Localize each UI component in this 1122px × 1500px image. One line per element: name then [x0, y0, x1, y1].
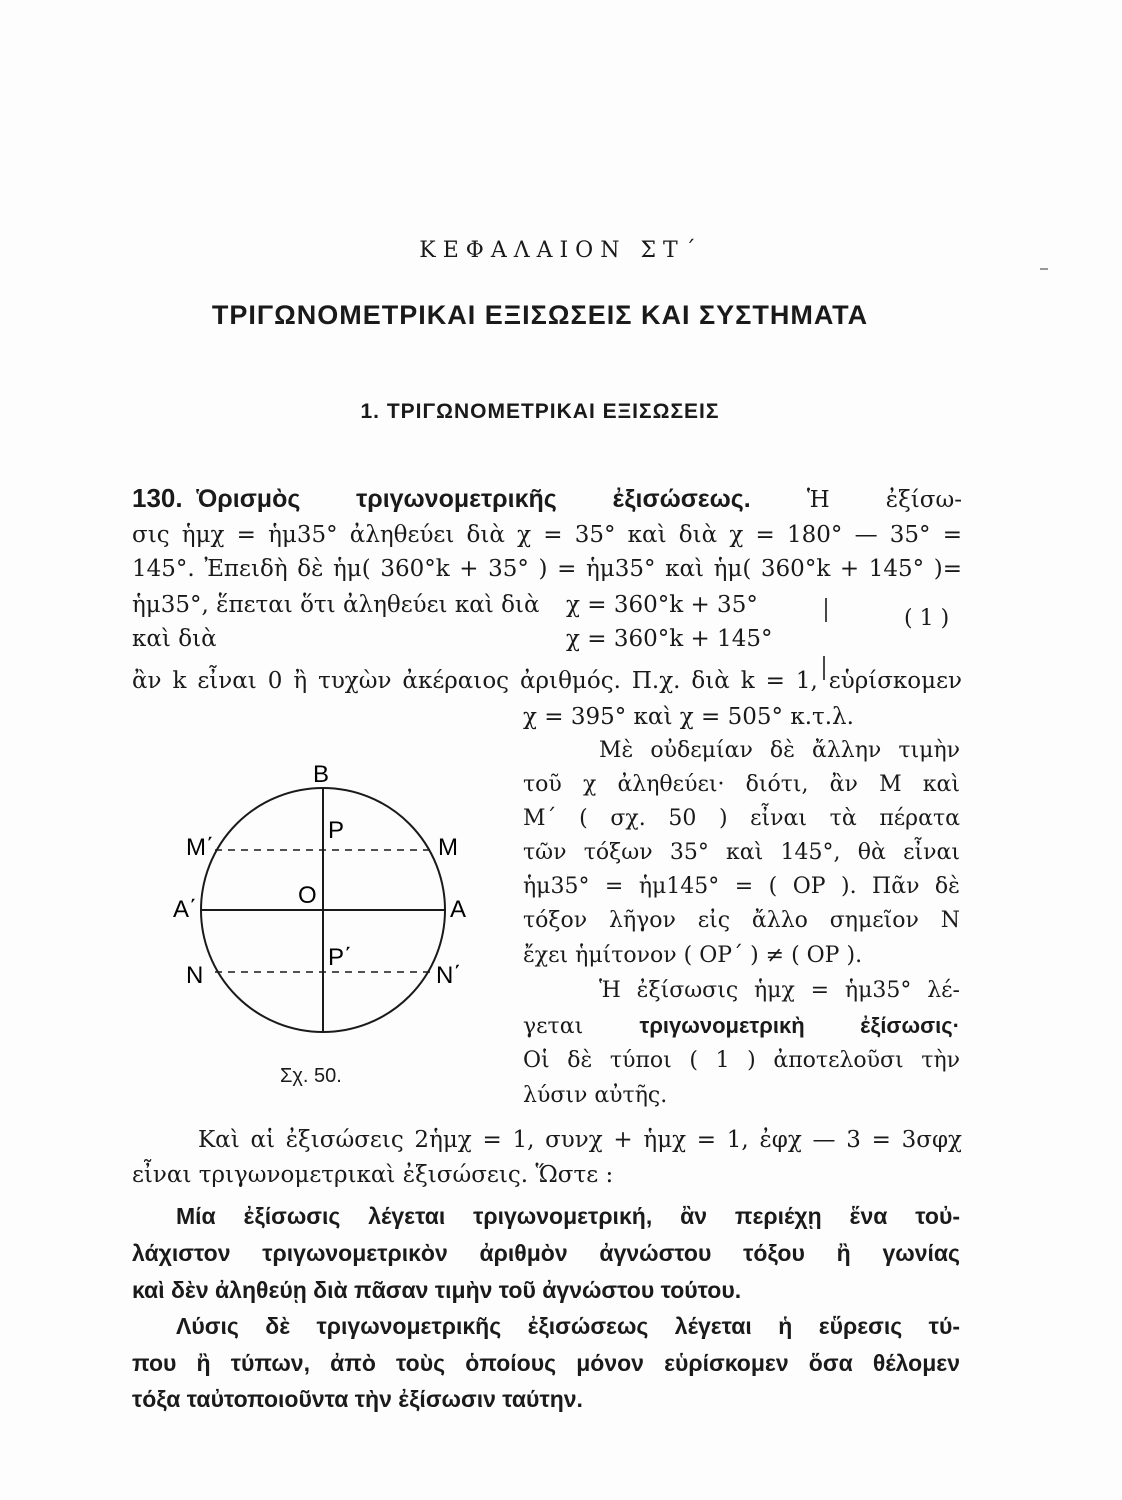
paragraph-text: καὶ διὰ: [132, 626, 217, 652]
paragraph-text: ἔχει ἡμίτονον ( ΟΡ΄ ) ≠ ( ΟΡ ).: [523, 943, 863, 968]
paragraph-text-with-term: [523, 1013, 960, 1039]
paragraph-text: 145°. Ἐπειδὴ δὲ ἡμ( 360°k + 35° ) = ἡμ35° καὶ ἡμ( 360°k + 145° )=: [132, 556, 962, 582]
paragraph-text: Μὲ οὐδεμίαν δὲ ἄλλην τιμὴν: [599, 738, 960, 763]
paragraph-text: εἶναι τριγωνομετρικαὶ ἐξισώσεις. Ὥστε :: [132, 1162, 614, 1188]
label-M: M: [438, 834, 458, 861]
paragraph-text: γεται: [523, 1014, 584, 1039]
chapter-title: ΤΡΙΓΩΝΟΜΕΤΡΙΚΑΙ ΕΞΙΣΩΣΕΙΣ ΚΑΙ ΣΥΣΤΗΜΑΤΑ: [211, 300, 869, 330]
section-title: 1. ΤΡΙΓΩΝΟΜΕΤΡΙΚΑΙ ΕΞΙΣΩΣΕΙΣ: [360, 400, 720, 423]
figure-unit-circle: [170, 755, 500, 1060]
paragraph-text: Οἱ δὲ τύποι ( 1 ) ἀποτελοῦσι τὴν: [523, 1048, 960, 1073]
definition-text: που ἢ τύπων, ἀπὸ τοὺς ὁποίους μόνον εὑρίσκομεν ὅσα θέλομεν: [132, 1350, 960, 1376]
label-N-prime: N΄: [436, 962, 462, 989]
paragraph-text: Ἡ ἐξίσω-: [806, 487, 963, 513]
equation-number: ( 1 ): [904, 606, 950, 631]
paragraph-text: Καὶ αἱ ἐξισώσεις 2ἡμχ = 1, συνχ + ἡμχ = 1, ἐφχ — 3 = 3σφχ: [198, 1127, 962, 1153]
equation: χ = 360°k + 35°: [566, 592, 758, 618]
definition-text: τόξα ταὐτοποιοῦντα τὴν ἐξίσωσιν ταύτην.: [132, 1386, 583, 1412]
paragraph-text: λύσιν αὐτῆς.: [523, 1083, 668, 1108]
paragraph-heading: Ὁρισμὸς τριγωνομετρικῆς ἐξισώσεως.: [196, 485, 751, 513]
scan-mark: [1040, 268, 1048, 270]
label-A-prime: A΄: [173, 896, 197, 923]
paragraph-text: σις ἡμχ = ἡμ35° ἀληθεύει διὰ χ = 35° καὶ διὰ χ = 180° — 35° =: [132, 522, 962, 548]
paragraph-text: τόξον λῆγον εἰς ἄλλο σημεῖον Ν: [523, 908, 960, 933]
paragraph-number: 130.: [132, 483, 183, 513]
paragraph-text: ἂν k εἶναι 0 ἢ τυχὼν ἀκέραιος ἀριθμός. Π.χ. διὰ k = 1, εὑρίσκομεν: [132, 668, 962, 694]
definition-text: λάχιστον τριγωνομετρικὸν ἀριθμὸν ἀγνώστου τόξου ἢ γωνίας: [132, 1240, 960, 1266]
paragraph-text: Ἡ ἐξίσωσις ἡμχ = ἡμ35° λέ-: [599, 978, 960, 1003]
label-P: P: [328, 817, 345, 844]
definition-text: Μία ἐξίσωσις λέγεται τριγωνομετρική, ἂν περιέχῃ ἕνα τοὐ-: [176, 1203, 960, 1229]
paragraph-heading-line: [132, 483, 962, 514]
paragraph-text: τῶν τόξων 35° καὶ 145°, θὰ εἶναι: [523, 840, 960, 865]
label-N: N: [186, 962, 204, 989]
label-A: A: [450, 896, 467, 923]
label-P-prime: P΄: [328, 944, 352, 971]
defined-term: τριγωνομετρικὴ ἐξίσωσις·: [639, 1013, 960, 1038]
definition-text: Λύσις δὲ τριγωνομετρικῆς ἐξισώσεως λέγεται ἡ εὕρεσις τύ-: [176, 1313, 960, 1339]
label-M-prime: M΄: [186, 834, 214, 861]
paragraph-text: Μ΄ ( σχ. 50 ) εἶναι τὰ πέρατα: [523, 806, 960, 831]
figure-caption: Σχ. 50.: [280, 1065, 342, 1087]
label-B: B: [313, 761, 330, 788]
label-O: O: [298, 882, 317, 909]
chapter-heading: ΚΕΦΑΛΑΙΟΝ ΣΤ΄: [419, 238, 703, 263]
definition-text: καὶ δὲν ἀληθεύῃ διὰ πᾶσαν τιμὴν τοῦ ἀγνώστου τούτου.: [132, 1277, 742, 1303]
paragraph-text: ἡμ35°, ἕπεται ὅτι ἀληθεύει καὶ διὰ: [132, 592, 540, 618]
paragraph-text: ἡμ35° = ἡμ145° = ( ΟΡ ). Πᾶν δὲ: [523, 874, 960, 899]
equation: χ = 360°k + 145°: [566, 626, 773, 652]
equation: χ = 395° καὶ χ = 505° κ.τ.λ.: [523, 704, 854, 730]
paragraph-text: τοῦ χ ἀληθεύει· διότι, ἂν Μ καὶ: [523, 772, 960, 797]
